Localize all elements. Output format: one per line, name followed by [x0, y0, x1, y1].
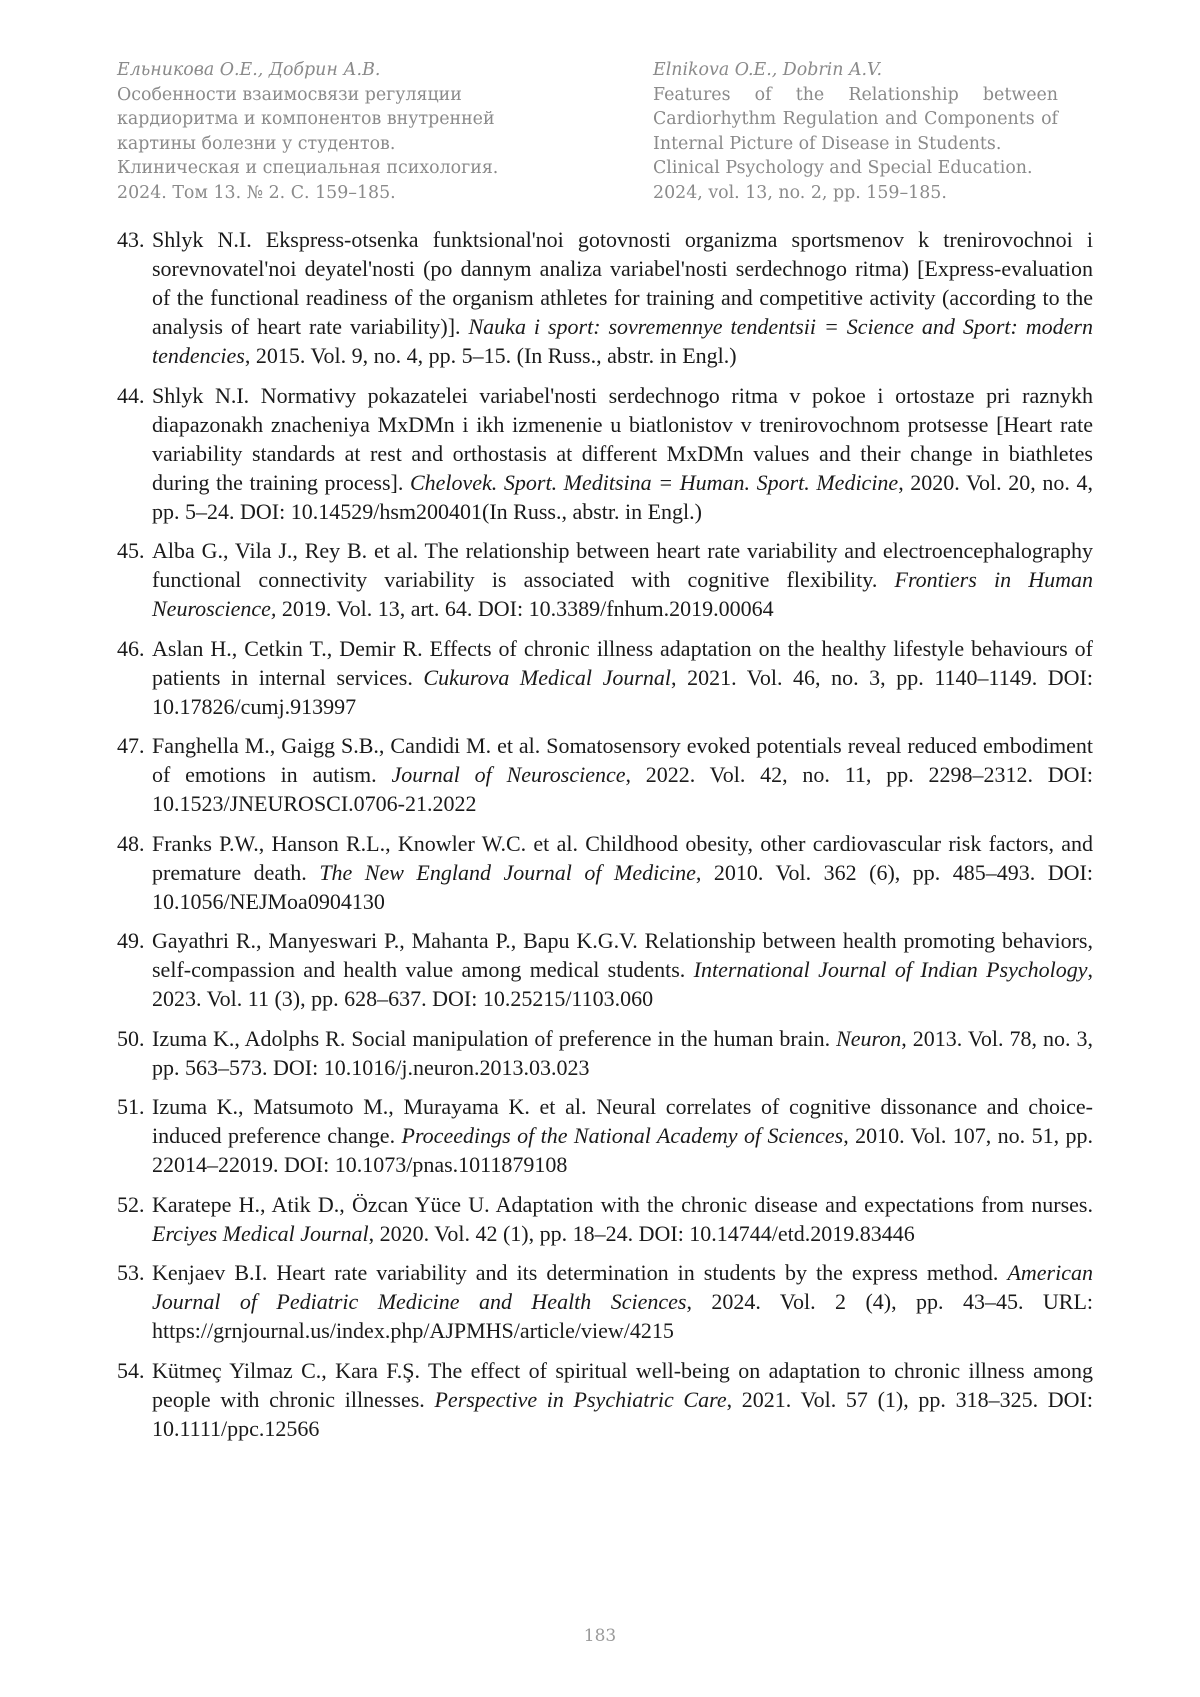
reference-journal: Proceedings of the National Academy of Sciences: [401, 1123, 844, 1148]
reference-number: 52.: [117, 1191, 145, 1217]
header-title-ru-line-2: кардиоритма и компонентов внутренней: [117, 109, 495, 129]
reference-number: 50.: [117, 1025, 145, 1051]
reference-item: [117, 1024, 1093, 1082]
reference-item: [117, 1190, 1093, 1248]
reference-number: 53.: [117, 1260, 145, 1285]
reference-number: 51.: [117, 1094, 145, 1119]
reference-number: 46.: [117, 635, 145, 661]
reference-item: [117, 1092, 1093, 1179]
reference-item: [117, 829, 1093, 916]
reference-journal: Neuron: [836, 1025, 902, 1051]
running-header: [117, 58, 1058, 205]
reference-item: [117, 381, 1093, 526]
reference-item: [117, 731, 1093, 818]
header-volume-ru: 2024. Том 13. № 2. С. 159–185.: [117, 182, 396, 203]
reference-journal: International Journal of Indian Psychology: [693, 957, 1088, 982]
reference-text: Alba G., Vila J., Rey B. et al. The relationship between heart rate variability and electroencephalography functional connectivity variability is associated with cognitive flexibility. Frontiers in Human Neuroscience, 2019. Vol. 13, art. 64. DOI: 10.3389/fnhum.2019.00064: [152, 538, 1093, 621]
reference-journal: Erciyes Medical Journal: [152, 1220, 369, 1246]
header-title-en-line-3: Internal Picture of Disease in Students.: [653, 133, 1002, 154]
reference-item: [117, 926, 1093, 1013]
reference-text: Shlyk N.I. Normativy pokazatelei variabel'nosti serdechnogo ritma v pokoe i ortostaze pri raznykh diapazonakh znacheniya MxDMn i ikh izmenenie u biatlonistov v trenirovochnom protsesse [Heart rate variability standards at rest and orthostasis at different MxDMn values and their change in biathletes during the training process]. Chelovek. Sport. Meditsina = Human. Sport. Medicine, 2020. Vol. 20, no. 4, pp. 5–24. DOI: 10.14529/hsm200401(In Russ., abstr. in Engl.): [152, 382, 1093, 524]
reference-item: [117, 225, 1093, 370]
reference-text: Kenjaev B.I. Heart rate variability and its determination in students by the express method. American Journal of Pediatric Medicine and Health Sciences, 2024. Vol. 2 (4), pp. 43–45. URL: https://grnjournal.us/index.php/AJPMHS/article/view/4215: [152, 1260, 1093, 1343]
reference-number: 45.: [117, 538, 145, 563]
header-title-en-line-1: Features of the Relationship between: [653, 84, 1058, 105]
header-title-en-line-2: Cardiorhythm Regulation and Components of: [653, 109, 1058, 129]
reference-item: [117, 1356, 1093, 1443]
reference-journal: Frontiers in Human Neuroscience,: [152, 567, 1093, 621]
reference-journal: Perspective in Psychiatric Care: [434, 1386, 727, 1412]
reference-text: Franks P.W., Hanson R.L., Knowler W.C. et al. Childhood obesity, other cardiovascular risk factors, and premature death. The New England Journal of Medicine, 2010. Vol. 362 (6), pp. 485–493. DOI: 10.1056/NEJMoa0904130: [152, 830, 1094, 914]
reference-journal: Journal of Neuroscience: [391, 762, 626, 787]
reference-item: [117, 1258, 1093, 1345]
reference-journal: American Journal of Pediatric Medicine and Health Sciences: [152, 1260, 1093, 1314]
reference-number: 47.: [117, 733, 145, 758]
reference-journal: Nauka i sport: sovremennye tendentsii = Science and Sport: modern tendencies: [152, 314, 1093, 368]
reference-text: Shlyk N.I. Ekspress-otsenka funktsional'noi gotovnosti organizma sportsmenov k trenirovochnoi i sorevnovatel'noi deyatel'nosti (po dannym analiza variabel'nosti serdechnogo ritma) [Express-evaluation of the functional readiness of the organism athletes for training and competitive activity (according to the analysis of heart rate variability)]. Nauka i sport: sovremennye tendentsii = Science and Sport: modern tendencies, 2015. Vol. 9, no. 4, pp. 5–15. (In Russ., abstr. in Engl.): [152, 227, 1093, 368]
reference-journal: Cukurova Medical Journal: [423, 664, 672, 690]
header-journal-ru: Клиническая и специальная психология.: [117, 158, 499, 178]
reference-item: [117, 536, 1093, 623]
reference-journal: The New England Journal of Medicine: [319, 859, 696, 885]
reference-text: Fanghella M., Gaigg S.B., Candidi M. et al. Somatosensory evoked potentials reveal reduced embodiment of emotions in autism. Journal of Neuroscience, 2022. Vol. 42, no. 11, pp. 2298–2312. DOI: 10.1523/JNEUROSCI.0706-21.2022: [152, 733, 1094, 816]
reference-text: Aslan H., Cetkin T., Demir R. Effects of chronic illness adaptation on the healthy lifestyle behaviours of patients in internal services. Cukurova Medical Journal, 2021. Vol. 46, no. 3, pp. 1140–1149. DOI: 10.17826/cumj.913997: [152, 635, 1093, 719]
reference-number: 49.: [117, 928, 145, 953]
reference-text: Karatepe H., Atik D., Özcan Yüce U. Adaptation with the chronic disease and expectations from nurses. Erciyes Medical Journal, 2020. Vol. 42 (1), pp. 18–24. DOI: 10.14744/etd.2019.83446: [152, 1191, 1093, 1246]
reference-number: 54.: [117, 1357, 145, 1383]
header-russian: [117, 58, 522, 205]
header-authors-en: Elnikova O.E., Dobrin A.V.: [653, 60, 883, 80]
reference-text: Izuma K., Matsumoto M., Murayama K. et al. Neural correlates of cognitive dissonance and choice-induced preference change. Proceedings of the National Academy of Sciences, 2010. Vol. 107, no. 51, pp. 22014–22019. DOI: 10.1073/pnas.1011879108: [152, 1094, 1093, 1177]
reference-journal: Chelovek. Sport. Meditsina = Human. Sport. Medicine: [409, 469, 899, 495]
header-volume-en: 2024, vol. 13, no. 2, pp. 159–185.: [653, 182, 947, 203]
reference-number: 44.: [117, 382, 145, 408]
header-title-ru-line-3: картины болезни у студентов.: [117, 133, 396, 154]
header-journal-en: Clinical Psychology and Special Education.: [653, 158, 1033, 178]
reference-number: 43.: [117, 227, 145, 252]
reference-text: Kütmeç Yilmaz C., Kara F.Ş. The effect of spiritual well-being on adaptation to chronic illness among people with chronic illnesses. Perspective in Psychiatric Care, 2021. Vol. 57 (1), pp. 318–325. DOI: 10.1111/ppc.12566: [152, 1357, 1093, 1441]
header-english: [653, 58, 1058, 205]
reference-item: [117, 634, 1093, 721]
page-number: 183: [583, 1626, 617, 1646]
reference-text: Izuma K., Adolphs R. Social manipulation of preference in the human brain. Neuron, 2013. Vol. 78, no. 3, pp. 563–573. DOI: 10.1016/j.neuron.2013.03.023: [152, 1025, 1093, 1080]
reference-list: [117, 225, 1093, 1453]
header-authors-ru: Ельникова О.Е., Добрин А.В.: [117, 60, 381, 80]
reference-text: Gayathri R., Manyeswari P., Mahanta P., Bapu K.G.V. Relationship between health promoting behaviors, self-compassion and health value among medical students. International Journal of Indian Psychology, 2023. Vol. 11 (3), pp. 628–637. DOI: 10.25215/1103.060: [152, 928, 1094, 1011]
reference-number: 48.: [117, 830, 145, 856]
header-title-ru-line-1: Особенности взаимосвязи регуляции: [117, 84, 462, 105]
